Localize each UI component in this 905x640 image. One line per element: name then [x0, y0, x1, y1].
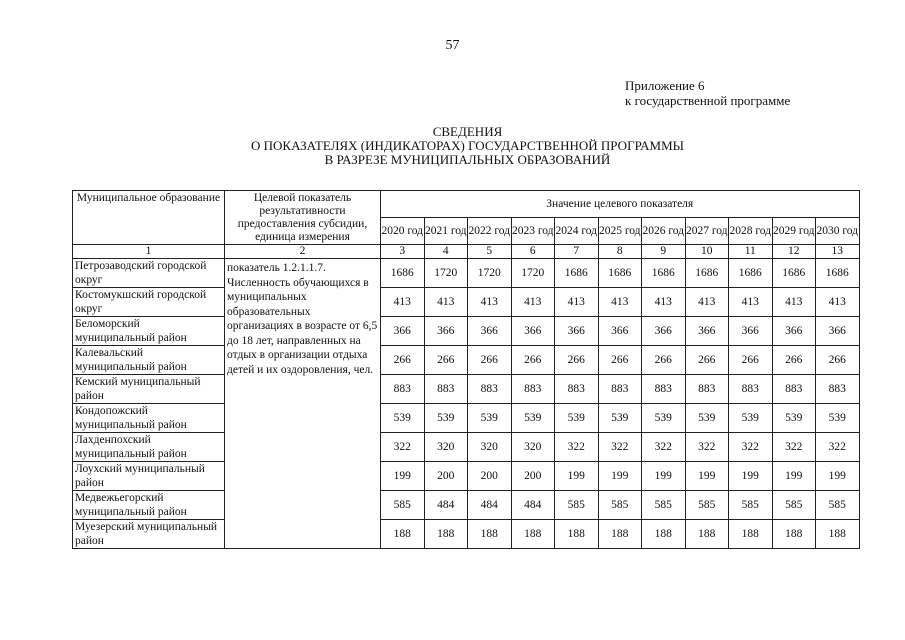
- indicator-value: 199: [642, 462, 686, 491]
- table-row: [73, 520, 860, 549]
- indicator-value: 413: [598, 288, 642, 317]
- table-row: [73, 375, 860, 404]
- indicator-value: 320: [468, 433, 512, 462]
- column-number: 6: [511, 245, 555, 259]
- column-number: 9: [642, 245, 686, 259]
- column-number: 1: [73, 245, 225, 259]
- indicator-value: 199: [729, 462, 773, 491]
- column-number: 5: [468, 245, 512, 259]
- indicator-value: 413: [772, 288, 816, 317]
- indicator-value: 585: [381, 491, 425, 520]
- indicator-value: 188: [642, 520, 686, 549]
- indicator-value: 188: [424, 520, 468, 549]
- indicator-value: 883: [381, 375, 425, 404]
- indicator-value: 266: [816, 346, 860, 375]
- indicator-value: 266: [772, 346, 816, 375]
- indicator-value: 366: [424, 317, 468, 346]
- indicator-value: 413: [816, 288, 860, 317]
- indicator-value: 539: [598, 404, 642, 433]
- municipality-name: Лоухский муниципальный район: [73, 462, 225, 491]
- indicator-value: 322: [685, 433, 729, 462]
- indicator-value: 539: [555, 404, 599, 433]
- header-year: 2021 год: [424, 218, 468, 245]
- indicator-value: 266: [511, 346, 555, 375]
- column-number: 13: [816, 245, 860, 259]
- header-year: 2020 год: [381, 218, 425, 245]
- indicator-value: 266: [598, 346, 642, 375]
- table-row: [73, 288, 860, 317]
- indicator-value: 1686: [729, 259, 773, 288]
- indicator-value: 266: [555, 346, 599, 375]
- header-year: 2023 год: [511, 218, 555, 245]
- indicator-value: 188: [468, 520, 512, 549]
- header-year: 2028 год: [729, 218, 773, 245]
- title-line-3: В РАЗРЕЗЕ МУНИЦИПАЛЬНЫХ ОБРАЗОВАНИЙ: [324, 152, 611, 167]
- table-row: [73, 317, 860, 346]
- indicator-value: 266: [685, 346, 729, 375]
- header-year: 2025 год: [598, 218, 642, 245]
- indicator-value: 366: [772, 317, 816, 346]
- indicator-value: 1686: [381, 259, 425, 288]
- indicator-value: 539: [685, 404, 729, 433]
- indicator-value: 188: [555, 520, 599, 549]
- indicator-value: 484: [424, 491, 468, 520]
- indicator-value: 366: [729, 317, 773, 346]
- indicator-value: 539: [729, 404, 773, 433]
- indicator-value: 322: [642, 433, 686, 462]
- indicator-value: 484: [511, 491, 555, 520]
- indicator-value: 883: [424, 375, 468, 404]
- indicator-value: 883: [729, 375, 773, 404]
- column-number: 2: [225, 245, 381, 259]
- indicator-value: 322: [772, 433, 816, 462]
- indicator-value: 199: [685, 462, 729, 491]
- indicator-value: 413: [642, 288, 686, 317]
- indicator-value: 266: [381, 346, 425, 375]
- page-number: 57: [445, 38, 460, 53]
- appendix-line-2: к государственной программе: [625, 93, 791, 108]
- indicator-value: 199: [381, 462, 425, 491]
- column-number: 8: [598, 245, 642, 259]
- indicator-value: 200: [511, 462, 555, 491]
- header-year: 2022 год: [468, 218, 512, 245]
- indicator-value: 883: [642, 375, 686, 404]
- indicator-value: 585: [555, 491, 599, 520]
- municipality-name: Калевальский муниципальный район: [73, 346, 225, 375]
- indicator-value: 585: [598, 491, 642, 520]
- indicator-value: 366: [685, 317, 729, 346]
- indicator-value: 883: [772, 375, 816, 404]
- indicator-value: 539: [772, 404, 816, 433]
- indicator-value: 539: [642, 404, 686, 433]
- column-number: 7: [555, 245, 599, 259]
- table-row: [73, 404, 860, 433]
- indicator-value: 366: [468, 317, 512, 346]
- title-line-1: СВЕДЕНИЯ: [432, 124, 503, 139]
- indicator-value: 413: [555, 288, 599, 317]
- column-number: 3: [381, 245, 425, 259]
- municipality-name: Муезерский муниципальный район: [73, 520, 225, 549]
- table-row: [73, 491, 860, 520]
- indicator-value: 188: [598, 520, 642, 549]
- indicator-value: 539: [511, 404, 555, 433]
- municipality-name: Лахденпохский муниципальный район: [73, 433, 225, 462]
- indicator-value: 1720: [424, 259, 468, 288]
- municipality-name: Медвежьегорский муниципальный район: [73, 491, 225, 520]
- indicator-value: 199: [598, 462, 642, 491]
- indicator-value: 883: [598, 375, 642, 404]
- appendix-line-1: Приложение 6: [625, 78, 705, 93]
- indicator-value: 266: [642, 346, 686, 375]
- indicator-value: 413: [468, 288, 512, 317]
- indicator-value: 883: [555, 375, 599, 404]
- indicator-value: 413: [729, 288, 773, 317]
- indicator-value: 413: [424, 288, 468, 317]
- header-indicator: Целевой показатель результативности предоставления субсидии, единица измерения: [225, 191, 381, 245]
- title-line-2: О ПОКАЗАТЕЛЯХ (ИНДИКАТОРАХ) ГОСУДАРСТВЕННОЙ ПРОГРАММЫ: [251, 138, 684, 153]
- indicator-value: 1686: [772, 259, 816, 288]
- indicator-value: 320: [424, 433, 468, 462]
- indicator-value: 539: [381, 404, 425, 433]
- indicator-value: 585: [685, 491, 729, 520]
- header-year: 2024 год: [555, 218, 599, 245]
- indicator-value: 199: [772, 462, 816, 491]
- indicator-value: 484: [468, 491, 512, 520]
- indicator-value: 266: [468, 346, 512, 375]
- indicator-value: 1686: [685, 259, 729, 288]
- municipality-name: Кемский муниципальный район: [73, 375, 225, 404]
- indicator-value: 322: [598, 433, 642, 462]
- indicator-value: 883: [511, 375, 555, 404]
- indicator-value: 188: [381, 520, 425, 549]
- header-values: Значение целевого показателя: [381, 191, 860, 218]
- municipality-name: Кондопожский муниципальный район: [73, 404, 225, 433]
- indicator-value: 322: [555, 433, 599, 462]
- indicator-description: показатель 1.2.1.1.7. Численность обучающихся в муниципальных образовательных организациях в возрасте от 6,5 до 18 лет, направленных на отдых в организации отдыха детей и их оздоровления, чел.: [225, 259, 381, 549]
- table-row: [73, 462, 860, 491]
- header-municipality: Муниципальное образование: [73, 191, 225, 245]
- indicator-table: [72, 190, 860, 549]
- indicator-value: 188: [511, 520, 555, 549]
- indicator-value: 883: [685, 375, 729, 404]
- municipality-name: Беломорский муниципальный район: [73, 317, 225, 346]
- indicator-value: 539: [424, 404, 468, 433]
- municipality-name: Костомукшский городской округ: [73, 288, 225, 317]
- indicator-value: 883: [816, 375, 860, 404]
- indicator-value: 320: [511, 433, 555, 462]
- indicator-value: 188: [816, 520, 860, 549]
- indicator-value: 200: [424, 462, 468, 491]
- indicator-value: 199: [555, 462, 599, 491]
- header-year: 2030 год: [816, 218, 860, 245]
- table-row: [73, 259, 860, 288]
- indicator-value: 322: [816, 433, 860, 462]
- indicator-value: 266: [424, 346, 468, 375]
- indicator-value: 1686: [598, 259, 642, 288]
- indicator-value: 322: [729, 433, 773, 462]
- indicator-value: 585: [772, 491, 816, 520]
- indicator-value: 1720: [468, 259, 512, 288]
- column-number: 4: [424, 245, 468, 259]
- indicator-value: 366: [816, 317, 860, 346]
- header-year: 2029 год: [772, 218, 816, 245]
- indicator-value: 1686: [642, 259, 686, 288]
- indicator-value: 366: [642, 317, 686, 346]
- indicator-value: 200: [468, 462, 512, 491]
- indicator-value: 539: [468, 404, 512, 433]
- indicator-value: 366: [555, 317, 599, 346]
- indicator-value: 1686: [816, 259, 860, 288]
- indicator-value: 585: [816, 491, 860, 520]
- indicator-value: 188: [772, 520, 816, 549]
- indicator-value: 188: [729, 520, 773, 549]
- document-title: [0, 125, 905, 167]
- indicator-value: 539: [816, 404, 860, 433]
- appendix-note: [625, 78, 790, 108]
- indicator-value: 413: [511, 288, 555, 317]
- column-number: 10: [685, 245, 729, 259]
- indicator-value: 1686: [555, 259, 599, 288]
- indicator-value: 413: [685, 288, 729, 317]
- column-number: 11: [729, 245, 773, 259]
- header-year: 2026 год: [642, 218, 686, 245]
- indicator-value: 188: [685, 520, 729, 549]
- indicator-value: 199: [816, 462, 860, 491]
- indicator-value: 366: [598, 317, 642, 346]
- municipality-name: Петрозаводский городской округ: [73, 259, 225, 288]
- indicator-value: 1720: [511, 259, 555, 288]
- indicator-value: 585: [642, 491, 686, 520]
- indicator-value: 322: [381, 433, 425, 462]
- indicator-value: 883: [468, 375, 512, 404]
- table-row: [73, 433, 860, 462]
- table-row: [73, 346, 860, 375]
- indicator-value: 413: [381, 288, 425, 317]
- indicator-value: 366: [381, 317, 425, 346]
- column-number: 12: [772, 245, 816, 259]
- indicator-value: 266: [729, 346, 773, 375]
- indicator-value: 366: [511, 317, 555, 346]
- indicator-value: 585: [729, 491, 773, 520]
- header-year: 2027 год: [685, 218, 729, 245]
